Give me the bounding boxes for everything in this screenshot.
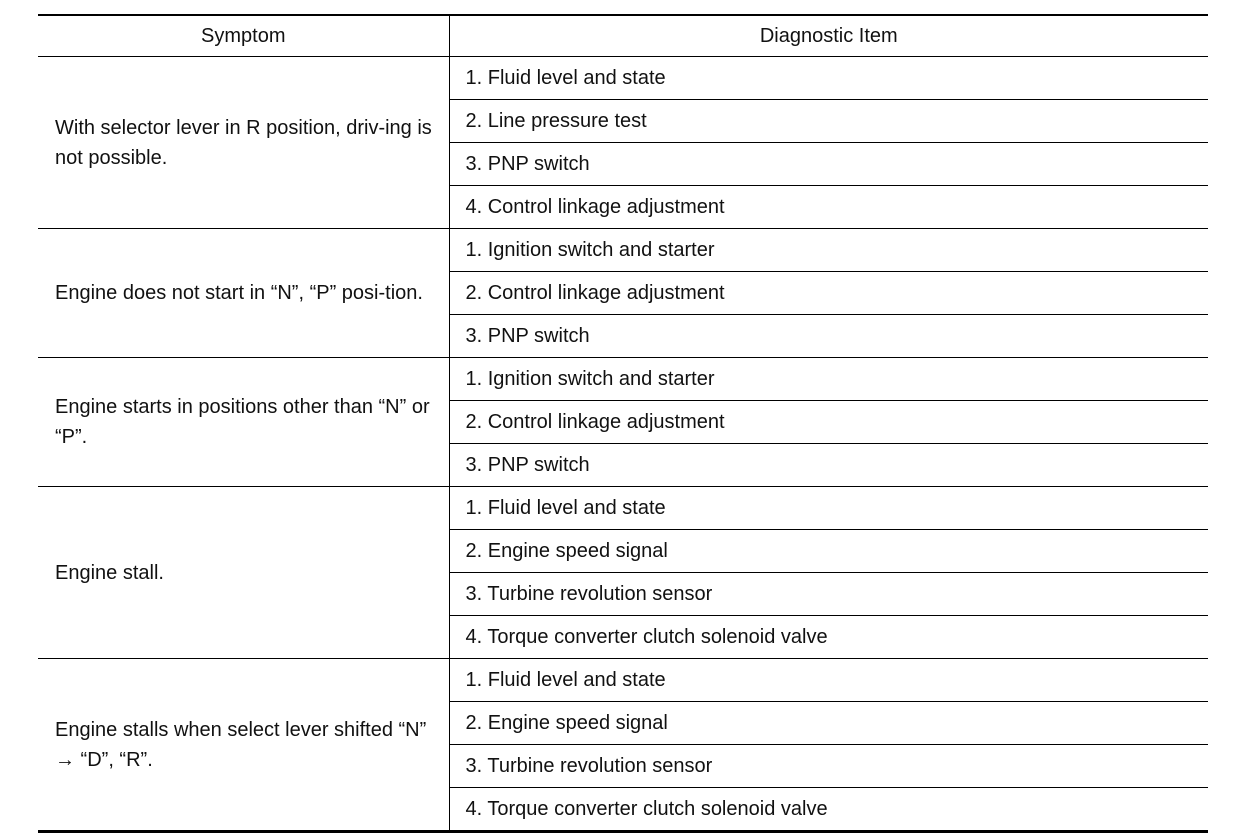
symptom-text: With selector lever in R position, driv-ing is not possible. bbox=[55, 116, 432, 169]
diagnostic-item-cell: 3. PNP switch bbox=[449, 444, 1208, 487]
symptom-text: Engine does not start in “N”, “P” posi-tion. bbox=[55, 282, 423, 304]
symptom-text: Engine starts in positions other than “N” or “P”. bbox=[55, 396, 430, 448]
diagnostic-item-cell: 3. Turbine revolution sensor bbox=[449, 573, 1208, 616]
symptom-text: Engine stalls when select lever shifted “N” → “D”, “R”. bbox=[55, 718, 427, 771]
symptom-cell bbox=[38, 358, 449, 487]
symptom-cell bbox=[38, 659, 449, 832]
diagnostic-item-cell: 2. Engine speed signal bbox=[449, 702, 1208, 745]
diagnostic-item-cell: 4. Torque converter clutch solenoid valve bbox=[465, 797, 828, 820]
table-row bbox=[38, 487, 1208, 530]
table-row bbox=[38, 358, 1208, 401]
diagnostic-item-cell: 2. Engine speed signal bbox=[449, 530, 1208, 573]
diagnostic-item-column-header: Diagnostic Item bbox=[449, 15, 1208, 57]
table-row bbox=[38, 57, 1208, 100]
header-row bbox=[38, 15, 1208, 57]
diagnostic-item-cell: 1. Fluid level and state bbox=[449, 659, 1208, 702]
diagnostic-item-cell: 2. Control linkage adjustment bbox=[449, 272, 1208, 315]
symptom-cell bbox=[38, 229, 449, 358]
diagnostic-item-cell: 2. Control linkage adjustment bbox=[449, 401, 1208, 444]
diagnostic-item-cell: 4. Control linkage adjustment bbox=[449, 186, 1208, 229]
diagnostic-item-cell: 1. Ignition switch and starter bbox=[449, 229, 1208, 272]
table-row bbox=[38, 659, 1208, 702]
symptom-text: Engine stall. bbox=[55, 561, 164, 584]
diagnostic-item-cell: 1. Ignition switch and starter bbox=[449, 358, 1208, 401]
symptom-cell bbox=[38, 487, 449, 659]
diagnostic-item-cell: 1. Fluid level and state bbox=[449, 57, 1208, 100]
diagnostic-item-cell: 3. PNP switch bbox=[449, 143, 1208, 186]
diagnostic-item-cell: 3. Turbine revolution sensor bbox=[449, 745, 1208, 788]
symptom-cell bbox=[38, 57, 449, 229]
diagnostic-item-cell: 4. Torque converter clutch solenoid valve bbox=[449, 616, 1208, 659]
diagnostic-item-cell: 2. Line pressure test bbox=[449, 100, 1208, 143]
diagnostic-table bbox=[38, 14, 1208, 833]
diagnostic-item-cell: 3. PNP switch bbox=[449, 315, 1208, 358]
symptom-column-header: Symptom bbox=[38, 15, 449, 57]
table-row bbox=[38, 229, 1208, 272]
diagnostic-item-cell: 1. Fluid level and state bbox=[449, 487, 1208, 530]
